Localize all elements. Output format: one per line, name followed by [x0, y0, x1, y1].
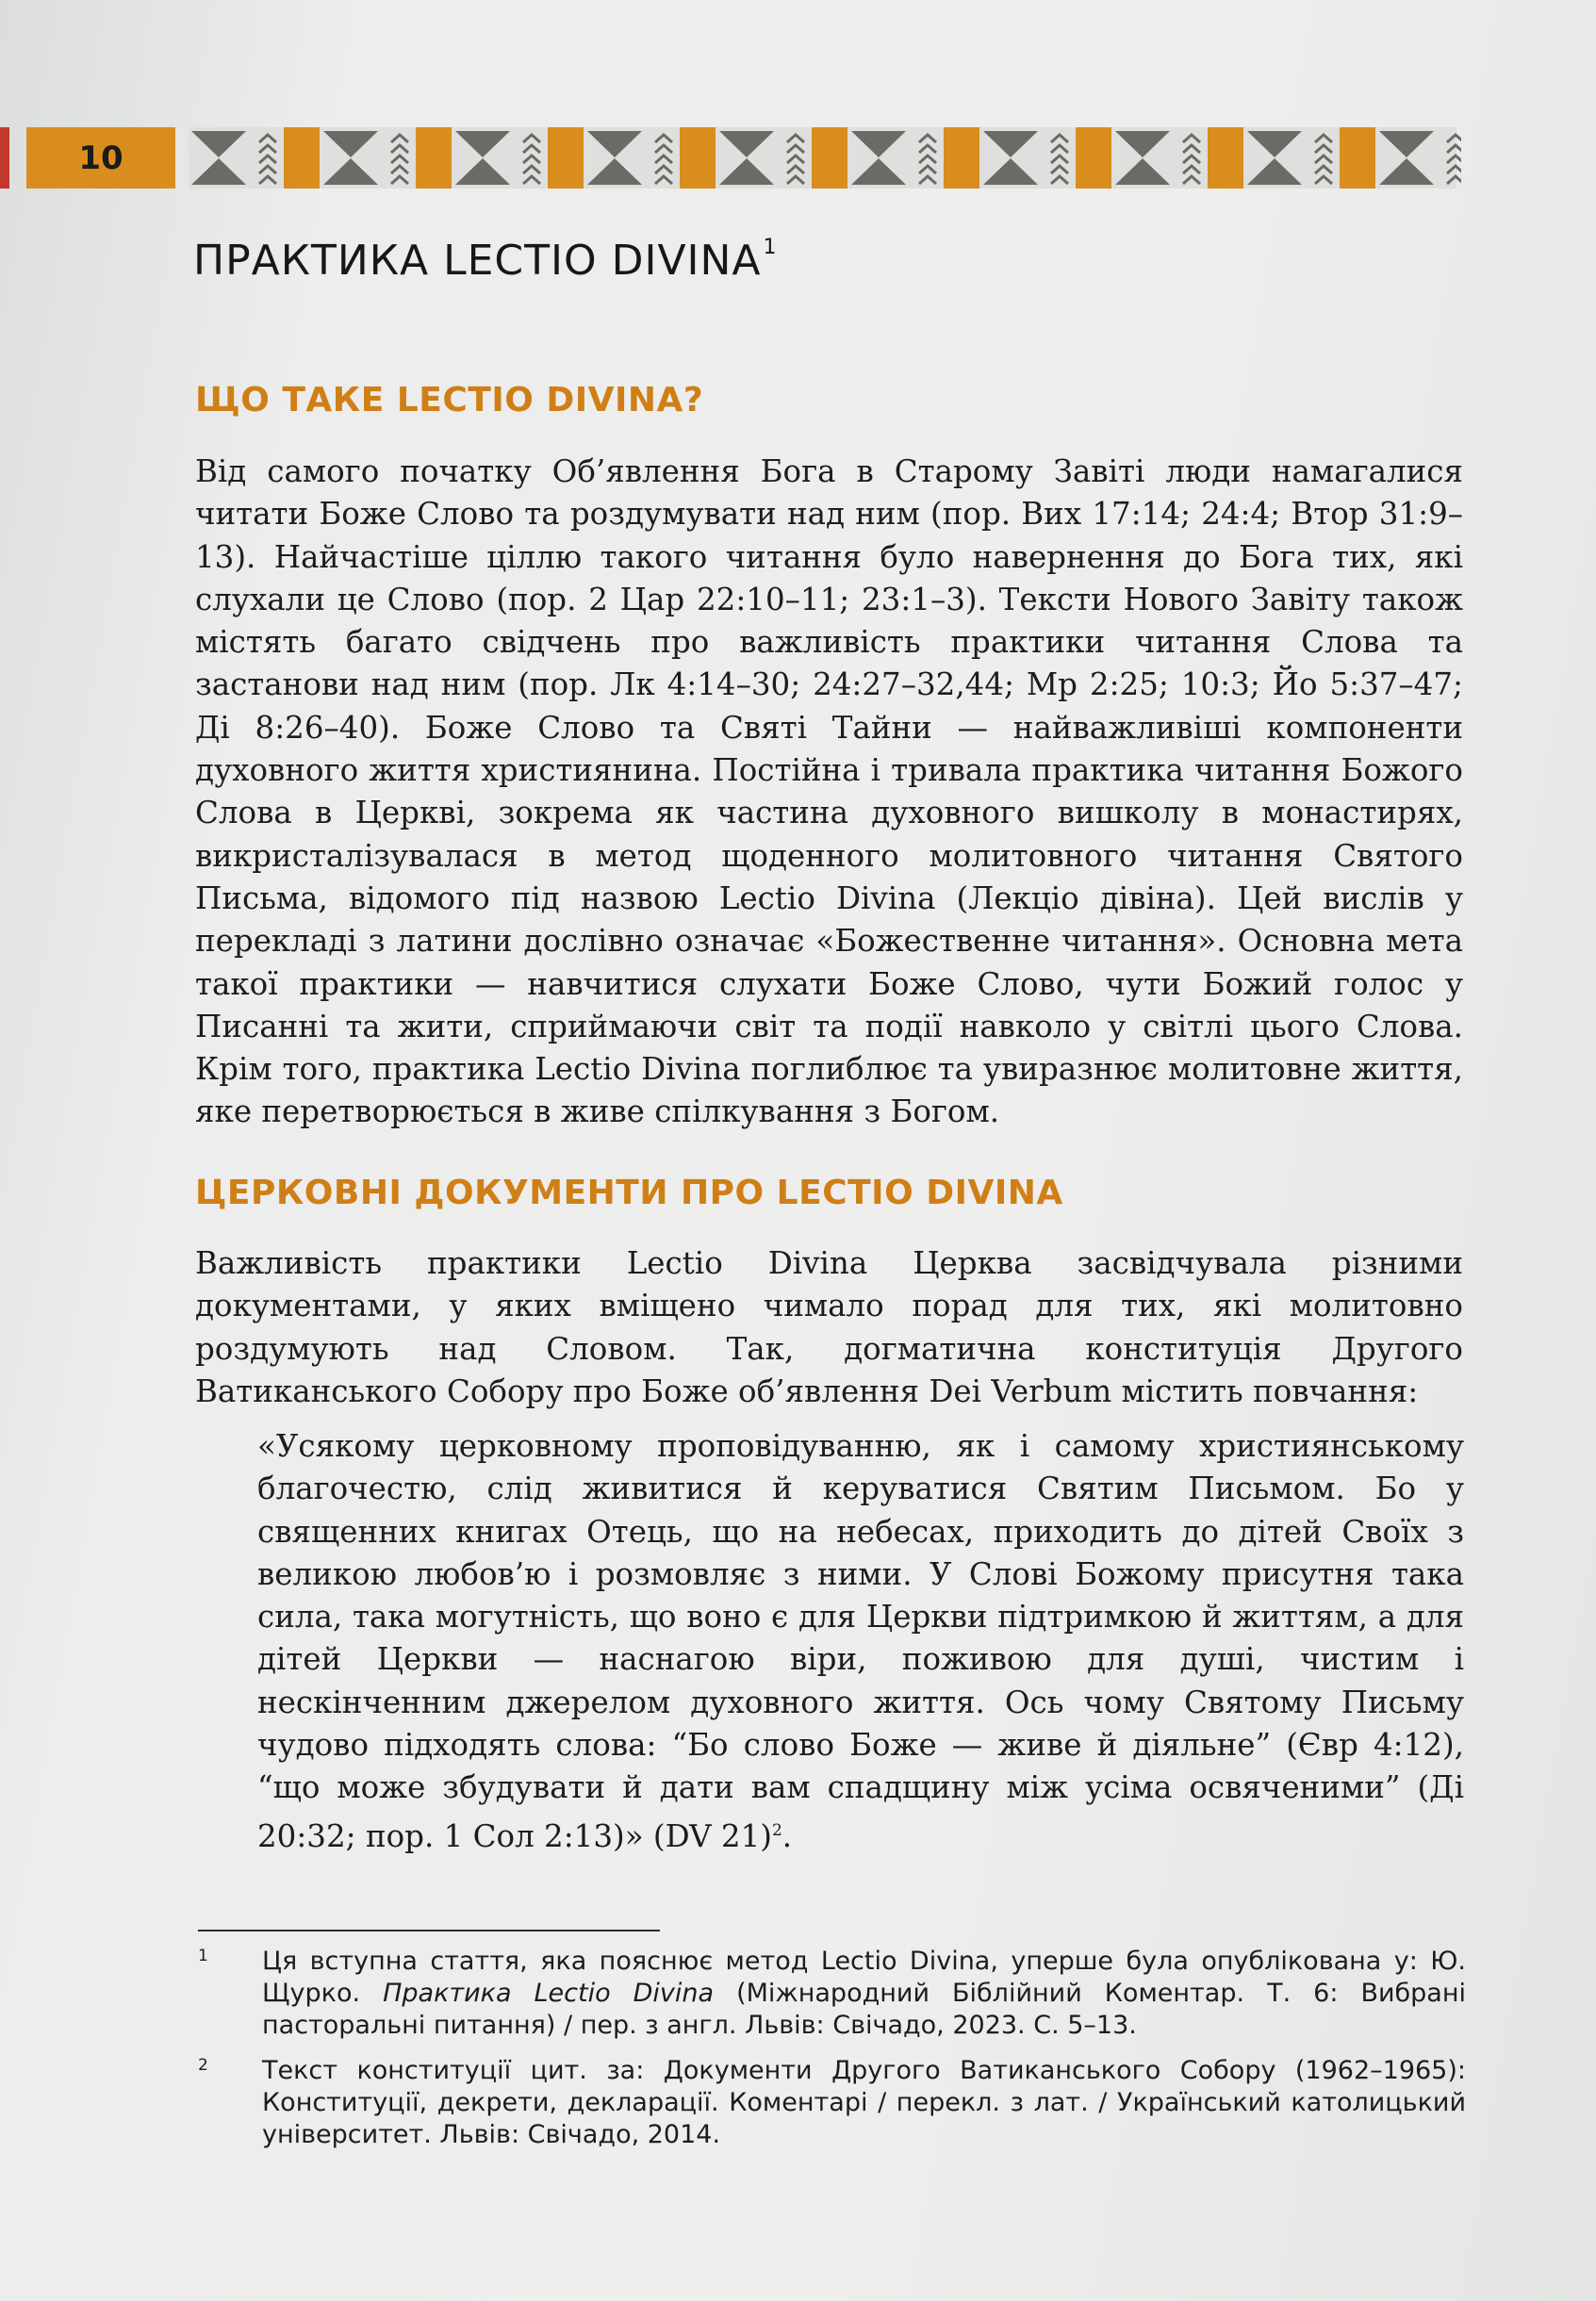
footnote-1-italic: Практика Lectio Divina — [383, 1979, 715, 2008]
dei-verbum-quote — [257, 1425, 1464, 1858]
page-title — [193, 236, 778, 285]
banner-orange-block — [812, 127, 847, 189]
page-number-box — [26, 127, 175, 189]
banner-orange-block — [1208, 127, 1243, 189]
banner-orange-block — [944, 127, 979, 189]
quote-end: . — [782, 1817, 793, 1854]
footnote-divider — [198, 1930, 660, 1931]
decorative-banner — [0, 127, 1461, 189]
quote-text: «Усякому церковному проповідуванню, як і самому християнському благочестю, слід живитися й керуватися Святим Письмом. Бо у священних книгах Отець, що на небесах, приходить до дітей Своїх з великою любов’ю і розмовляє з ними. У Слові Божому присутня така сила, така могутність, що воно є для Церкви підтримкою й життям, а для дітей Церкви — наснагою віри, поживою для душі, чистим і нескінченним джерелом духовного життя. Ось чому Святому Письму чудово підходять слова: “Бо слово Боже — живе й діяльне” (Євр 4:12), “що може збудувати й дати вам спадщину між усіма освяченими” (Ді 20:32; пор. 1 Сол 2:13)» (DV 21) — [257, 1428, 1464, 1854]
footnote-1-text — [262, 1946, 1466, 2042]
quote-footnote-ref: 2 — [771, 1820, 782, 1840]
banner-orange-block — [680, 127, 716, 189]
section-heading-church-documents: ЦЕРКОВНІ ДОКУМЕНТИ ПРО LECTIO DIVINA — [195, 1174, 1063, 1212]
page-title-text: ПРАКТИКА LECTIO DIVINA — [193, 237, 762, 285]
footnote-2-text: Текст конституції цит. за: Документи Другого Ватиканського Собору (1962–1965): Конституції, декрети, декларації. Коментарі / перекл. з лат. / Український католицький університет. Львів: Свічадо, 2014. — [262, 2056, 1466, 2149]
banner-orange-block — [284, 127, 320, 189]
page-edge-mark — [0, 127, 9, 189]
section1-paragraph: Від самого початку Об’явлення Бога в Старому Завіті люди намагалися читати Боже Слово та роздумувати над ним (пор. Вих 17:14; 24:4; Втор 31:9–13). Найчастіше ціллю такого читання було навернення до Бога тих, які слухали це Слово (пор. 2 Цар 22:10–11; 23:1–3). Тексти Нового Завіту також містять багато свідчень про важливість практики читання Слова та застанови над ним (пор. Лк 4:14–30; 24:27–32,44; Мр 2:25; 10:3; Йо 5:37–47; Ді 8:26–40). Боже Слово та Святі Тайни — найважливіші компоненти духовного життя християнина. Постійна і тривала практика читання Божого Слова в Церкві, зокрема як частина духовного вишколу в монастирях, викристалізувалася в метод щоденного молитовного читання Святого Письма, відомого під назвою Lectio Divina (Лекціо дівіна). Цей вислів у перекладі з латини дослівно означає «Божественне читання». Основна мета такої практики — навчитися слухати Боже Слово, чути Божий голос у Писанні та жити, сприймаючи світ та події навколо у світлі цього Слова. Крім того, практика Lectio Divina поглиблює та увиразнює молитовне життя, яке перетворюється в живе спілкування з Богом. — [195, 453, 1463, 1130]
footnote-1-text-after: (Міжнародний Біблійний Коментар. Т. 6: Вибрані пасторальні питання) / пер. з англ. Львів: Свічадо, 2023. С. 5–13. — [262, 1979, 1467, 2040]
section2-paragraph: Важливість практики Lectio Divina Церква засвідчувала різними документами, у яких вміщено чимало порад для тих, які молитовно роздумують над Словом. Так, догматична конституція Другого Ватиканського Собору про Боже об’явлення Dei Verbum містить повчання: — [195, 1245, 1463, 1409]
banner-orange-block — [1076, 127, 1111, 189]
footnote-2 — [198, 2055, 1466, 2151]
banner-orange-block — [1340, 127, 1375, 189]
title-footnote-ref: 1 — [763, 236, 778, 259]
footnote-2-mark: 2 — [198, 2056, 208, 2075]
banner-orange-block — [416, 127, 452, 189]
footnote-1-text-before: Ця вступна стаття, яка пояснює метод Lectio Divina, уперше була опублікована у: Ю. Щурко. — [262, 1947, 1466, 2008]
footnote-1-mark: 1 — [198, 1947, 208, 1965]
banner-orange-block — [548, 127, 584, 189]
footnote-1 — [198, 1946, 1466, 2042]
page-number: 10 — [78, 139, 123, 177]
section-heading-what-is: ЩО ТАКЕ LECTIO DIVINA? — [195, 381, 704, 419]
